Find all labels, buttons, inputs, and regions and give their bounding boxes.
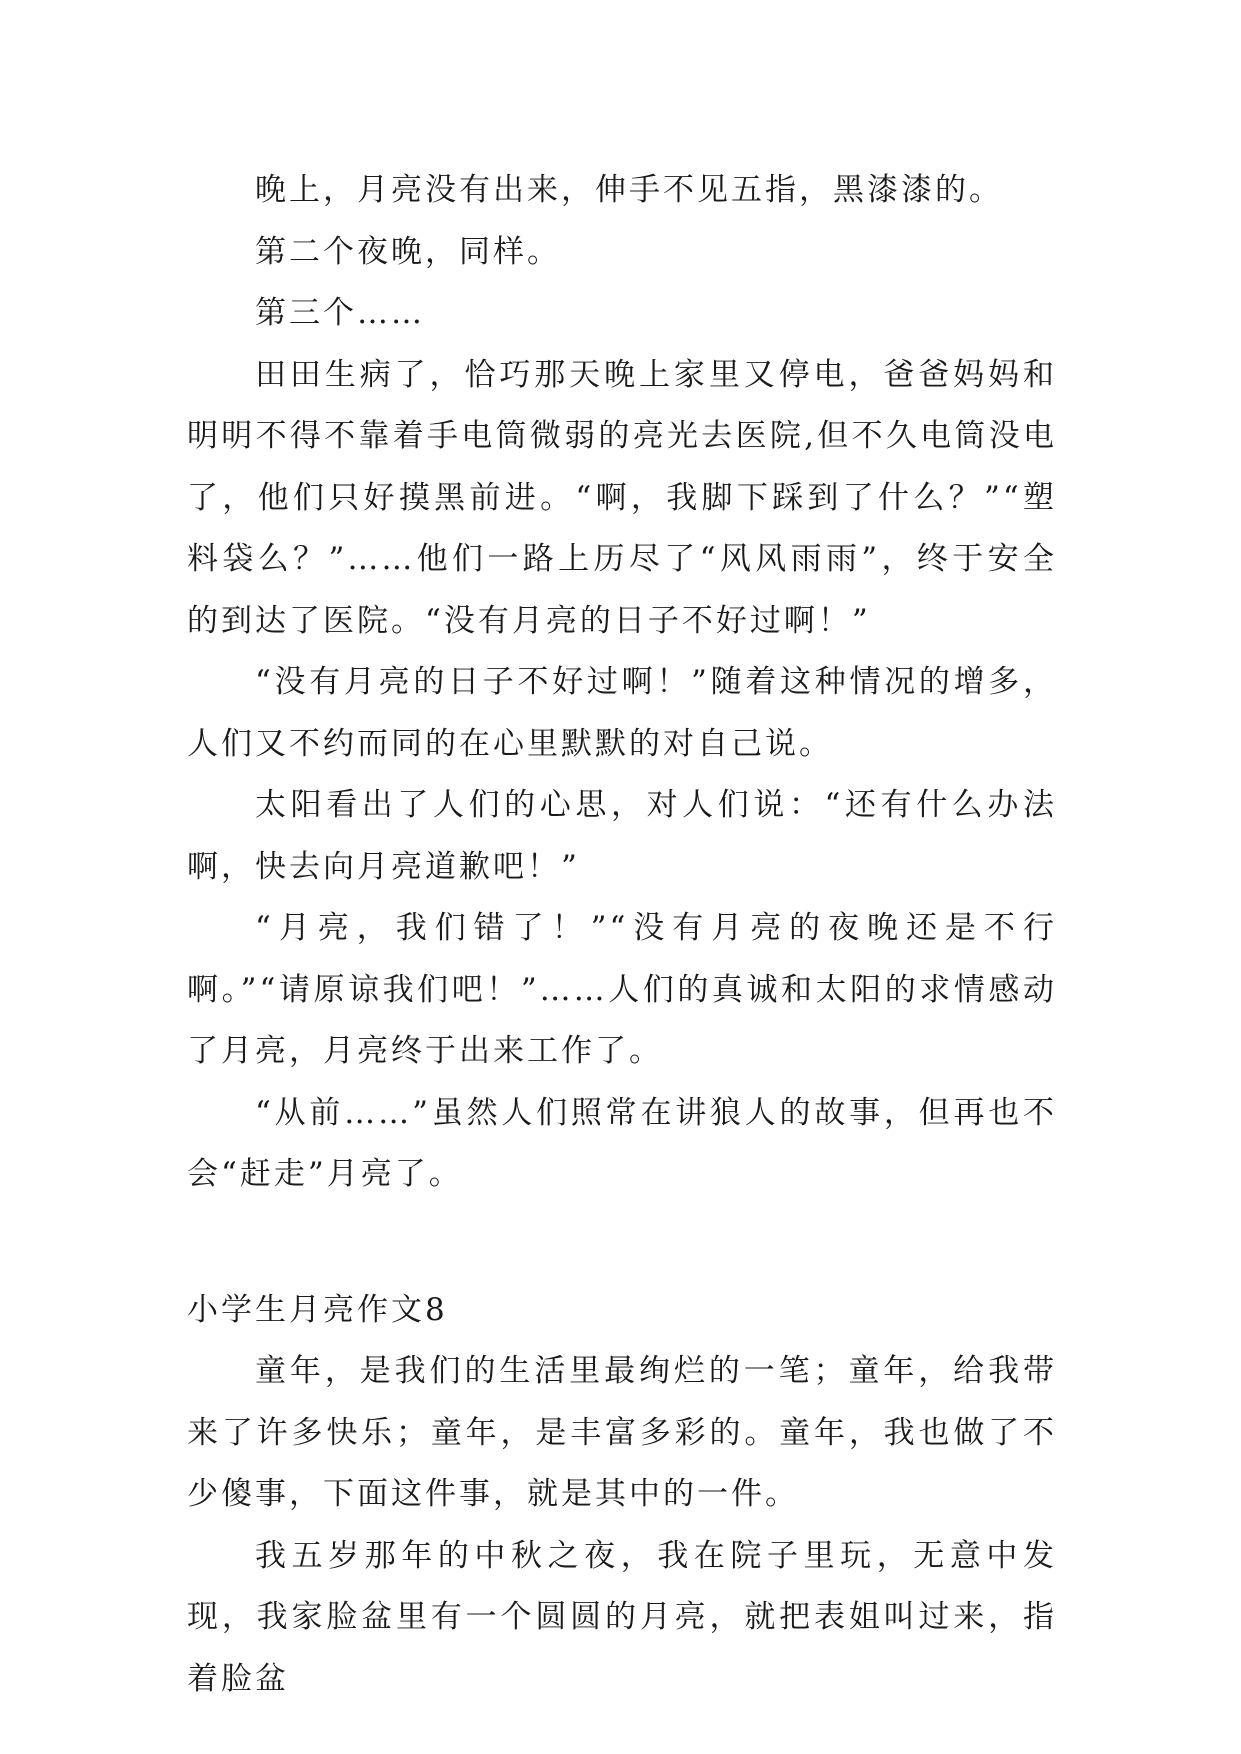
paragraph: 童年，是我们的生活里最绚烂的一笔；童年，给我带来了许多快乐；童年，是丰富多彩的。童年，我也做了不少傻事，下面这件事，就是其中的一件。 <box>187 1353 1057 1512</box>
paragraph: 第二个夜晚，同样。 <box>255 233 561 270</box>
paragraph: 田田生病了，恰巧那天晚上家里又停电，爸爸妈妈和明明不得不靠着手电筒微弱的亮光去医院,但不久电筒没电了，他们只好摸黑前进。“啊，我脚下踩到了什么？”“塑料袋么？”……他们一路上历尽了“风风雨雨”，终于安全的到达了医院。“没有月亮的日子不好过啊！” <box>187 356 1057 639</box>
paragraph: “月亮，我们错了！”“没有月亮的夜晚还是不行啊。”“请原谅我们吧！”……人们的真诚和太阳的求情感动了月亮，月亮终于出来工作了。 <box>187 910 1057 1069</box>
paragraph: 第三个…… <box>255 295 425 331</box>
paragraph: 太阳看出了人们的心思，对人们说：“还有什么办法啊，快去向月亮道歉吧！” <box>187 787 1057 885</box>
paragraph: 我五岁那年的中秋之夜，我在院子里玩，无意中发现，我家脸盆里有一个圆圆的月亮，就把表姐叫过来，指着脸盆 <box>187 1537 1057 1697</box>
document-body <box>187 160 1057 1710</box>
section-title: 小学生月亮作文8 <box>187 1291 448 1328</box>
paragraph: “从前……”虽然人们照常在讲狼人的故事，但再也不会“赶走”月亮了。 <box>187 1094 1057 1192</box>
paragraph: 晚上，月亮没有出来，伸手不见五指，黑漆漆的。 <box>255 172 1003 208</box>
paragraph: “没有月亮的日子不好过啊！”随着这种情况的增多，人们又不约而同的在心里默默的对自己说。 <box>187 664 1057 762</box>
